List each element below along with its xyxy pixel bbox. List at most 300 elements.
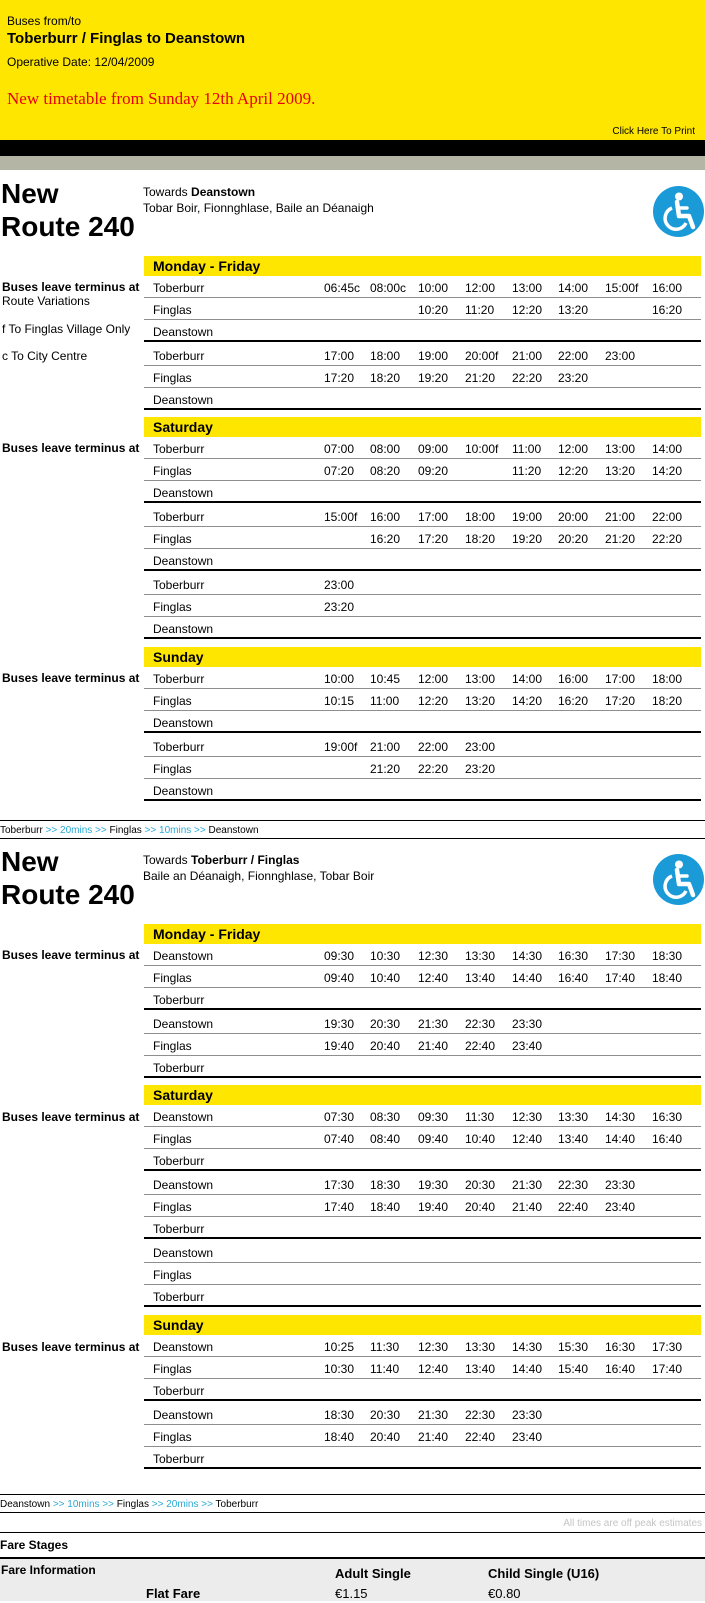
departure-time: 08:30 bbox=[370, 1110, 401, 1124]
departure-time: 09:30 bbox=[418, 1110, 449, 1124]
departure-time: 11:20 bbox=[465, 303, 495, 317]
route-number bbox=[1, 845, 135, 911]
child-single-header: Child Single (U16) bbox=[488, 1566, 600, 1581]
departure-time: 16:00 bbox=[370, 510, 401, 524]
stop-name: Toberburr bbox=[153, 1222, 205, 1236]
table-row bbox=[144, 549, 701, 571]
departure-time: 16:20 bbox=[370, 532, 401, 546]
departure-time: 08:40 bbox=[370, 1132, 401, 1146]
departure-time: 14:30 bbox=[512, 949, 543, 963]
departure-time: 10:15 bbox=[324, 694, 355, 708]
departure-time: 20:30 bbox=[370, 1017, 401, 1031]
departure-time: 12:00 bbox=[558, 442, 589, 456]
departure-time: 23:40 bbox=[512, 1039, 543, 1053]
table-row bbox=[144, 1357, 701, 1379]
departure-time: 12:00 bbox=[418, 672, 449, 686]
stop-name: Deanstown bbox=[153, 1110, 214, 1124]
stop-name: Toberburr bbox=[153, 672, 205, 686]
departure-time: 21:20 bbox=[465, 371, 496, 385]
departure-time: 17:00 bbox=[418, 510, 449, 524]
journey-leg-time: >> 10mins >> bbox=[144, 825, 206, 836]
table-row bbox=[144, 944, 701, 966]
stop-name: Deanstown bbox=[153, 949, 214, 963]
departure-time: 22:00 bbox=[418, 740, 449, 754]
stop-name: Deanstown bbox=[153, 1408, 214, 1422]
stop-name: Finglas bbox=[153, 1200, 192, 1214]
departure-time: 21:30 bbox=[418, 1408, 449, 1422]
departure-time: 20:40 bbox=[370, 1039, 401, 1053]
stop-name: Deanstown bbox=[153, 1178, 214, 1192]
departure-time: 17:40 bbox=[605, 971, 636, 985]
departure-time: 09:40 bbox=[324, 971, 355, 985]
journey-from: Toberburr bbox=[0, 825, 43, 836]
departure-time: 18:20 bbox=[652, 694, 683, 708]
stop-name: Deanstown bbox=[153, 1017, 214, 1031]
table-row bbox=[144, 757, 701, 779]
departure-time: 22:20 bbox=[652, 532, 683, 546]
departure-time: 12:40 bbox=[418, 971, 449, 985]
departure-time: 18:00 bbox=[652, 672, 683, 686]
departure-time: 14:30 bbox=[605, 1110, 636, 1124]
departure-time: 20:00f bbox=[465, 349, 499, 363]
departure-time: 17:00 bbox=[605, 672, 636, 686]
departure-time: 21:40 bbox=[512, 1200, 543, 1214]
departure-time: 08:00 bbox=[370, 442, 401, 456]
departure-time: 11:20 bbox=[512, 464, 542, 478]
departure-time: 10:40 bbox=[465, 1132, 496, 1146]
route-title-line2: Route 240 bbox=[1, 211, 135, 242]
departure-time: 13:00 bbox=[605, 442, 636, 456]
departure-time: 10:30 bbox=[370, 949, 401, 963]
departure-time: 07:20 bbox=[324, 464, 355, 478]
day-header-sat: Saturday bbox=[144, 417, 701, 437]
departure-time: 08:20 bbox=[370, 464, 401, 478]
journey-to: Toberburr bbox=[215, 1499, 259, 1510]
departure-time: 16:20 bbox=[652, 303, 683, 317]
departure-time: 23:00 bbox=[465, 740, 496, 754]
departure-time: 23:30 bbox=[605, 1178, 636, 1192]
stop-name: Toberburr bbox=[153, 281, 205, 295]
departure-time: 22:00 bbox=[652, 510, 683, 524]
departure-time: 16:00 bbox=[558, 672, 589, 686]
stop-name: Finglas bbox=[153, 1132, 192, 1146]
table-row bbox=[144, 366, 701, 388]
table-row bbox=[144, 1173, 701, 1195]
table-row bbox=[144, 1012, 701, 1034]
stop-name: Toberburr bbox=[153, 349, 205, 363]
departure-time: 16:40 bbox=[558, 971, 589, 985]
departure-time: 23:20 bbox=[465, 762, 496, 776]
leave-terminus-label: Buses leave terminus at bbox=[2, 948, 140, 962]
departure-time: 10:00f bbox=[465, 442, 499, 456]
journey-leg-time: >> 20mins >> bbox=[151, 1499, 213, 1510]
departure-time: 09:40 bbox=[418, 1132, 449, 1146]
route-title-line1: New bbox=[1, 846, 59, 877]
table-row bbox=[144, 779, 701, 801]
wheelchair-icon bbox=[653, 854, 704, 905]
departure-time: 12:20 bbox=[558, 464, 589, 478]
table-row bbox=[144, 573, 701, 595]
departure-time: 11:30 bbox=[465, 1110, 495, 1124]
table-row bbox=[144, 276, 701, 298]
day-header-sat: Saturday bbox=[144, 1085, 701, 1105]
departure-time: 07:00 bbox=[324, 442, 355, 456]
departure-time: 13:40 bbox=[558, 1132, 589, 1146]
departure-time: 14:20 bbox=[652, 464, 683, 478]
section-divider bbox=[0, 1494, 705, 1495]
departure-time: 12:20 bbox=[418, 694, 449, 708]
stop-name: Finglas bbox=[153, 1039, 192, 1053]
departure-time: 20:40 bbox=[465, 1200, 496, 1214]
table-row bbox=[144, 1285, 701, 1307]
departure-time: 23:00 bbox=[324, 578, 355, 592]
departure-time: 22:00 bbox=[558, 349, 589, 363]
table-row bbox=[144, 1379, 701, 1401]
table-row bbox=[144, 527, 701, 549]
departure-time: 11:00 bbox=[512, 442, 542, 456]
departure-time: 10:00 bbox=[324, 672, 355, 686]
departure-time: 23:30 bbox=[512, 1017, 543, 1031]
departure-time: 18:30 bbox=[652, 949, 683, 963]
departure-time: 13:20 bbox=[558, 303, 589, 317]
table-row bbox=[144, 667, 701, 689]
stop-name: Toberburr bbox=[153, 993, 205, 1007]
adult-fare-value: €1.15 bbox=[335, 1586, 368, 1601]
departure-time: 14:40 bbox=[605, 1132, 636, 1146]
towards-label: Towards bbox=[143, 853, 188, 867]
departure-time: 19:00 bbox=[418, 349, 449, 363]
departure-time: 12:30 bbox=[418, 1340, 449, 1354]
header-divider-black bbox=[0, 140, 705, 156]
journey-to: Deanstown bbox=[208, 825, 259, 836]
table-row bbox=[144, 689, 701, 711]
departure-time: 23:30 bbox=[512, 1408, 543, 1422]
departure-time: 15:00f bbox=[324, 510, 358, 524]
departure-time: 14:20 bbox=[512, 694, 543, 708]
fare-info-label: Fare Information bbox=[1, 1563, 96, 1577]
table-row bbox=[144, 595, 701, 617]
day-header-mf: Monday - Friday bbox=[144, 256, 701, 276]
table-row bbox=[144, 966, 701, 988]
stop-name: Finglas bbox=[153, 371, 192, 385]
stop-name: Finglas bbox=[153, 971, 192, 985]
departure-time: 23:20 bbox=[558, 371, 589, 385]
departure-time: 12:00 bbox=[465, 281, 496, 295]
table-row bbox=[144, 459, 701, 481]
towards-dest: Deanstown bbox=[191, 185, 256, 199]
departure-time: 15:00f bbox=[605, 281, 639, 295]
departure-time: 17:20 bbox=[605, 694, 636, 708]
departure-time: 17:30 bbox=[605, 949, 636, 963]
route-section-inbound bbox=[0, 838, 705, 1498]
departure-time: 19:40 bbox=[418, 1200, 449, 1214]
departure-time: 19:40 bbox=[324, 1039, 355, 1053]
stop-name: Finglas bbox=[153, 1268, 192, 1282]
departure-time: 07:40 bbox=[324, 1132, 355, 1146]
stop-name: Finglas bbox=[153, 532, 192, 546]
journey-from: Deanstown bbox=[0, 1499, 51, 1510]
operative-date: Operative Date: 12/04/2009 bbox=[7, 55, 155, 69]
day-header-sun: Sunday bbox=[144, 647, 701, 667]
departure-time: 14:00 bbox=[512, 672, 543, 686]
stop-name: Finglas bbox=[153, 1362, 192, 1376]
departure-time: 12:20 bbox=[512, 303, 543, 317]
table-row bbox=[144, 388, 701, 410]
departure-time: 18:00 bbox=[370, 349, 401, 363]
departure-time: 14:30 bbox=[512, 1340, 543, 1354]
departure-time: 11:30 bbox=[370, 1340, 400, 1354]
departure-time: 19:30 bbox=[324, 1017, 355, 1031]
stop-name: Finglas bbox=[153, 303, 192, 317]
table-row bbox=[144, 988, 701, 1010]
fare-information-table bbox=[0, 1557, 705, 1601]
departure-time: 17:20 bbox=[418, 532, 449, 546]
departure-time: 16:00 bbox=[652, 281, 683, 295]
route-variations bbox=[2, 294, 142, 364]
departure-time: 17:00 bbox=[324, 349, 355, 363]
leave-terminus-label: Buses leave terminus at bbox=[2, 1110, 140, 1124]
departure-time: 16:20 bbox=[558, 694, 589, 708]
departure-time: 16:30 bbox=[605, 1340, 636, 1354]
leave-terminus-label: Buses leave terminus at bbox=[2, 280, 140, 294]
leave-terminus-label: Buses leave terminus at bbox=[2, 1340, 140, 1354]
departure-time: 18:00 bbox=[465, 510, 496, 524]
leave-terminus-label: Buses leave terminus at bbox=[2, 671, 140, 685]
stop-name: Toberburr bbox=[153, 1061, 205, 1075]
table-row bbox=[144, 1263, 701, 1285]
departure-time: 21:30 bbox=[512, 1178, 543, 1192]
stop-name: Finglas bbox=[153, 762, 192, 776]
fare-stages-heading: Fare Stages bbox=[0, 1532, 705, 1556]
table-row bbox=[144, 1447, 701, 1469]
table-row bbox=[144, 437, 701, 459]
child-fare-value: €0.80 bbox=[488, 1586, 521, 1601]
stop-name: Deanstown bbox=[153, 716, 214, 730]
departure-time: 20:30 bbox=[370, 1408, 401, 1422]
irish-stop-names: Tobar Boir, Fionnghlase, Baile an Déanaigh bbox=[143, 201, 374, 215]
header-divider-grey bbox=[0, 156, 705, 170]
departure-time: 23:40 bbox=[605, 1200, 636, 1214]
departure-time: 13:30 bbox=[465, 1340, 496, 1354]
departure-time: 21:00 bbox=[605, 510, 636, 524]
journey-leg-time: >> 20mins >> bbox=[45, 825, 107, 836]
departure-time: 13:00 bbox=[465, 672, 496, 686]
departure-time: 14:00 bbox=[558, 281, 589, 295]
stop-name: Deanstown bbox=[153, 622, 214, 636]
departure-time: 07:30 bbox=[324, 1110, 355, 1124]
departure-time: 09:00 bbox=[418, 442, 449, 456]
route-header bbox=[0, 170, 705, 242]
stop-name: Finglas bbox=[153, 464, 192, 478]
stop-name: Deanstown bbox=[153, 1246, 214, 1260]
departure-time: 12:40 bbox=[512, 1132, 543, 1146]
table-row bbox=[144, 735, 701, 757]
route-title: Toberburr / Finglas to Deanstown bbox=[7, 30, 246, 47]
departure-time: 13:30 bbox=[558, 1110, 589, 1124]
stop-name: Deanstown bbox=[153, 554, 214, 568]
irish-stop-names: Baile an Déanaigh, Fionnghlase, Tobar Boir bbox=[143, 869, 375, 883]
departure-time: 22:40 bbox=[558, 1200, 589, 1214]
departure-time: 18:30 bbox=[324, 1408, 355, 1422]
departure-time: 13:30 bbox=[465, 949, 496, 963]
departure-time: 20:40 bbox=[370, 1430, 401, 1444]
journey-mid: Finglas bbox=[116, 1499, 149, 1510]
page-header bbox=[0, 0, 705, 140]
stop-name: Toberburr bbox=[153, 1452, 205, 1466]
table-row bbox=[144, 344, 701, 366]
departure-time: 10:20 bbox=[418, 303, 449, 317]
adult-single-header: Adult Single bbox=[335, 1566, 411, 1581]
departure-time: 23:40 bbox=[512, 1430, 543, 1444]
leave-terminus-label: Buses leave terminus at bbox=[2, 441, 140, 455]
stop-name: Toberburr bbox=[153, 578, 205, 592]
departure-time: 22:30 bbox=[465, 1408, 496, 1422]
table-row bbox=[144, 505, 701, 527]
stop-name: Toberburr bbox=[153, 510, 205, 524]
stop-name: Finglas bbox=[153, 694, 192, 708]
departure-time: 19:00f bbox=[324, 740, 358, 754]
stop-name: Finglas bbox=[153, 1430, 192, 1444]
journey-mid: Finglas bbox=[109, 825, 142, 836]
wheelchair-icon bbox=[653, 186, 704, 237]
journey-leg-time: >> 10mins >> bbox=[52, 1499, 114, 1510]
departure-time: 13:20 bbox=[605, 464, 636, 478]
departure-time: 10:25 bbox=[324, 1340, 355, 1354]
departure-time: 21:00 bbox=[512, 349, 543, 363]
towards-destination bbox=[143, 853, 299, 867]
departure-time: 09:20 bbox=[418, 464, 449, 478]
departure-time: 11:40 bbox=[370, 1362, 400, 1376]
table-row bbox=[144, 1195, 701, 1217]
departure-time: 16:30 bbox=[558, 949, 589, 963]
departure-time: 10:00 bbox=[418, 281, 449, 295]
departure-time: 14:00 bbox=[652, 442, 683, 456]
departure-time: 21:00 bbox=[370, 740, 401, 754]
departure-time: 16:40 bbox=[652, 1132, 683, 1146]
route-section-outbound bbox=[0, 170, 705, 830]
departure-time: 21:40 bbox=[418, 1430, 449, 1444]
table-row bbox=[144, 1056, 701, 1078]
table-row bbox=[144, 320, 701, 342]
table-row bbox=[144, 1241, 701, 1263]
departure-time: 10:40 bbox=[370, 971, 401, 985]
stop-name: Deanstown bbox=[153, 784, 214, 798]
table-row bbox=[144, 1425, 701, 1447]
stop-name: Toberburr bbox=[153, 1290, 205, 1304]
departure-time: 13:00 bbox=[512, 281, 543, 295]
departure-time: 19:30 bbox=[418, 1178, 449, 1192]
departure-time: 17:30 bbox=[324, 1178, 355, 1192]
departure-time: 18:20 bbox=[370, 371, 401, 385]
route-title-line1: New bbox=[1, 178, 59, 209]
departure-time: 17:40 bbox=[324, 1200, 355, 1214]
stop-name: Deanstown bbox=[153, 393, 214, 407]
departure-time: 14:40 bbox=[512, 971, 543, 985]
departure-time: 22:40 bbox=[465, 1430, 496, 1444]
stop-name: Deanstown bbox=[153, 325, 214, 339]
route-title-line2: Route 240 bbox=[1, 879, 135, 910]
timetable-notice: New timetable from Sunday 12th April 2009. bbox=[7, 89, 316, 108]
stop-name: Toberburr bbox=[153, 442, 205, 456]
departure-time: 14:40 bbox=[512, 1362, 543, 1376]
stop-name: Deanstown bbox=[153, 486, 214, 500]
table-row bbox=[144, 1127, 701, 1149]
departure-time: 23:00 bbox=[605, 349, 636, 363]
departure-time: 18:20 bbox=[465, 532, 496, 546]
departure-time: 13:40 bbox=[465, 1362, 496, 1376]
day-header-mf: Monday - Friday bbox=[144, 924, 701, 944]
departure-time: 19:00 bbox=[512, 510, 543, 524]
route-number bbox=[1, 177, 135, 243]
departure-time: 18:30 bbox=[370, 1178, 401, 1192]
departure-time: 10:45 bbox=[370, 672, 401, 686]
departure-time: 21:30 bbox=[418, 1017, 449, 1031]
stop-name: Toberburr bbox=[153, 740, 205, 754]
variation-f: f To Finglas Village Only bbox=[2, 322, 131, 336]
stop-name: Finglas bbox=[153, 600, 192, 614]
table-row bbox=[144, 1149, 701, 1171]
stop-name: Toberburr bbox=[153, 1154, 205, 1168]
departure-time: 06:45c bbox=[324, 281, 361, 295]
departure-time: 09:30 bbox=[324, 949, 355, 963]
departure-time: 22:30 bbox=[465, 1017, 496, 1031]
departure-time: 22:30 bbox=[558, 1178, 589, 1192]
departure-time: 12:30 bbox=[512, 1110, 543, 1124]
departure-time: 21:20 bbox=[605, 532, 636, 546]
departure-time: 11:00 bbox=[370, 694, 400, 708]
stop-name: Toberburr bbox=[153, 1384, 205, 1398]
stop-name: Deanstown bbox=[153, 1340, 214, 1354]
table-row bbox=[144, 617, 701, 639]
table-row bbox=[144, 1335, 701, 1357]
departure-time: 18:40 bbox=[370, 1200, 401, 1214]
departure-time: 17:30 bbox=[652, 1340, 683, 1354]
table-row bbox=[144, 1105, 701, 1127]
departure-time: 20:00 bbox=[558, 510, 589, 524]
header-subtitle: Buses from/to bbox=[7, 14, 82, 28]
route-header bbox=[0, 838, 705, 910]
table-row bbox=[144, 1403, 701, 1425]
departure-time: 12:30 bbox=[418, 949, 449, 963]
departure-time: 18:40 bbox=[324, 1430, 355, 1444]
departure-time: 19:20 bbox=[418, 371, 449, 385]
departure-time: 22:20 bbox=[512, 371, 543, 385]
towards-destination bbox=[143, 185, 255, 199]
departure-time: 08:00c bbox=[370, 281, 407, 295]
section-divider bbox=[0, 1512, 705, 1513]
towards-label: Towards bbox=[143, 185, 188, 199]
journey-times bbox=[0, 825, 259, 836]
journey-times bbox=[0, 1499, 258, 1510]
departure-time: 21:40 bbox=[418, 1039, 449, 1053]
departure-time: 12:40 bbox=[418, 1362, 449, 1376]
table-row bbox=[144, 1217, 701, 1239]
table-row bbox=[144, 1034, 701, 1056]
departure-time: 21:20 bbox=[370, 762, 401, 776]
departure-time: 22:40 bbox=[465, 1039, 496, 1053]
departure-time: 20:20 bbox=[558, 532, 589, 546]
off-peak-footnote: All times are off peak estimates bbox=[563, 1518, 702, 1529]
departure-time: 10:30 bbox=[324, 1362, 355, 1376]
departure-time: 15:30 bbox=[558, 1340, 589, 1354]
print-link[interactable]: Click Here To Print bbox=[612, 126, 695, 137]
departure-time: 13:40 bbox=[465, 971, 496, 985]
table-row bbox=[144, 481, 701, 503]
section-divider bbox=[0, 820, 705, 821]
table-row bbox=[144, 298, 701, 320]
departure-time: 22:20 bbox=[418, 762, 449, 776]
departure-time: 15:40 bbox=[558, 1362, 589, 1376]
